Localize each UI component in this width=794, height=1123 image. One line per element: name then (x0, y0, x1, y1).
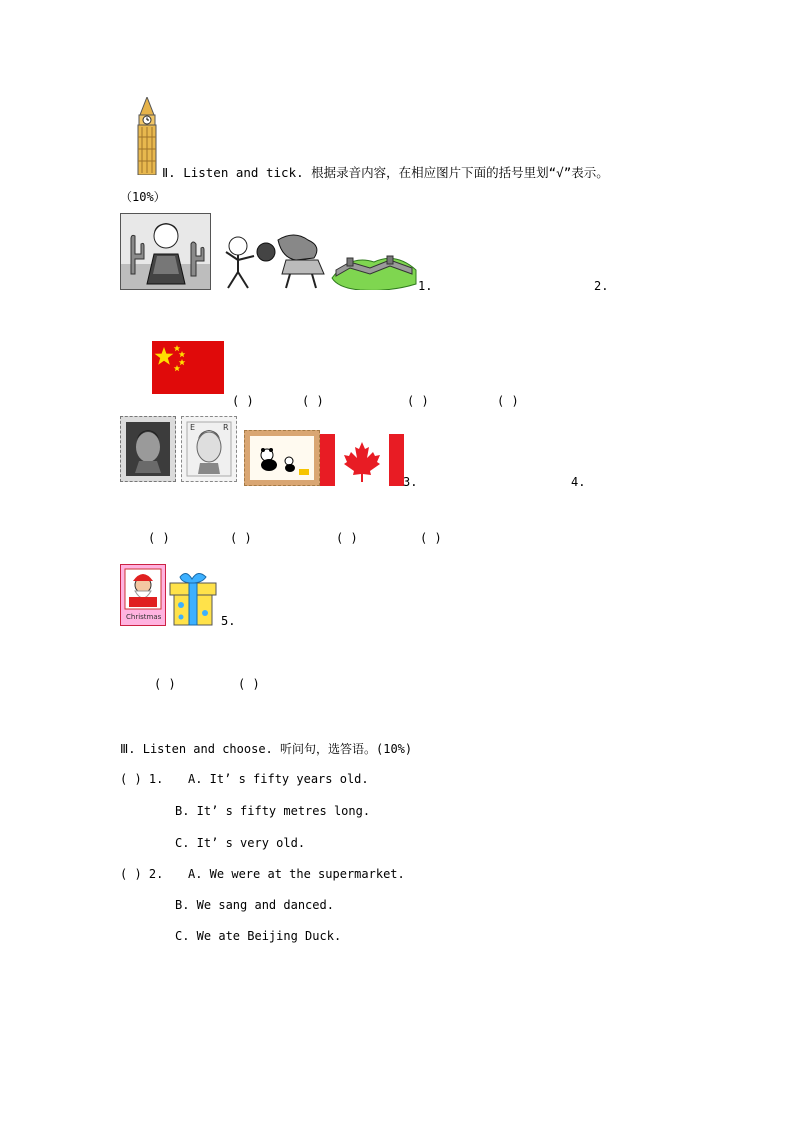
queen-stamp-white-image (181, 416, 237, 482)
question-2-option-c: C. We ate Beijing Duck. (175, 929, 342, 943)
answer-paren-1a[interactable]: ( ) (232, 394, 254, 408)
great-wall-image (330, 248, 418, 290)
question-1-option-a: A. It’ s fifty years old. (188, 772, 369, 786)
item-label-4: 4. (571, 475, 586, 489)
canada-flag-image (320, 434, 404, 486)
item-label-1: 1. (418, 279, 433, 293)
item-label-2: 2. (594, 279, 609, 293)
answer-paren-2b[interactable]: ( ) (497, 394, 519, 408)
queen-stamp-black-image (120, 416, 176, 482)
question-2-option-a: A. We were at the supermarket. (188, 867, 405, 881)
answer-paren-3b[interactable]: ( ) (230, 531, 252, 545)
question-1-option-c: C. It’ s very old. (175, 836, 306, 850)
question-2-option-b: B. We sang and danced. (175, 898, 334, 912)
question-2-number[interactable]: ( ) 2. (120, 867, 164, 881)
china-flag-image (152, 341, 224, 394)
answer-paren-2a[interactable]: ( ) (407, 394, 429, 408)
section2-heading: Ⅱ. Listen and tick. 根据录音内容，在相应图片下面的括号里划“√”表示。 (162, 165, 609, 180)
question-1-option-b: B. It’ s fifty metres long. (175, 804, 371, 818)
gift-box-image (166, 569, 220, 627)
christmas-card-image (120, 564, 166, 626)
answer-paren-4b[interactable]: ( ) (420, 531, 442, 545)
answer-paren-5a[interactable]: ( ) (154, 677, 176, 691)
boy-lion-dance-image (216, 230, 328, 290)
panda-stamp-image (244, 430, 320, 486)
item-label-5: 5. (221, 614, 236, 628)
section3-heading: Ⅲ. Listen and choose. 听问句，选答语。(10%) (120, 742, 413, 756)
answer-paren-4a[interactable]: ( ) (336, 531, 358, 545)
stamp-letter-r: R (223, 423, 229, 432)
big-ben-image (134, 97, 160, 175)
stamp-letter-e: E (190, 423, 196, 432)
section2-score: （10%） (120, 190, 166, 204)
question-1-number[interactable]: ( ) 1. (120, 772, 164, 786)
answer-paren-5b[interactable]: ( ) (238, 677, 260, 691)
item-label-3: 3. (403, 475, 418, 489)
answer-paren-3a[interactable]: ( ) (148, 531, 170, 545)
girl-cactus-image (120, 213, 211, 290)
christmas-card-text: Christmas (126, 613, 162, 621)
answer-paren-1b[interactable]: ( ) (302, 394, 324, 408)
